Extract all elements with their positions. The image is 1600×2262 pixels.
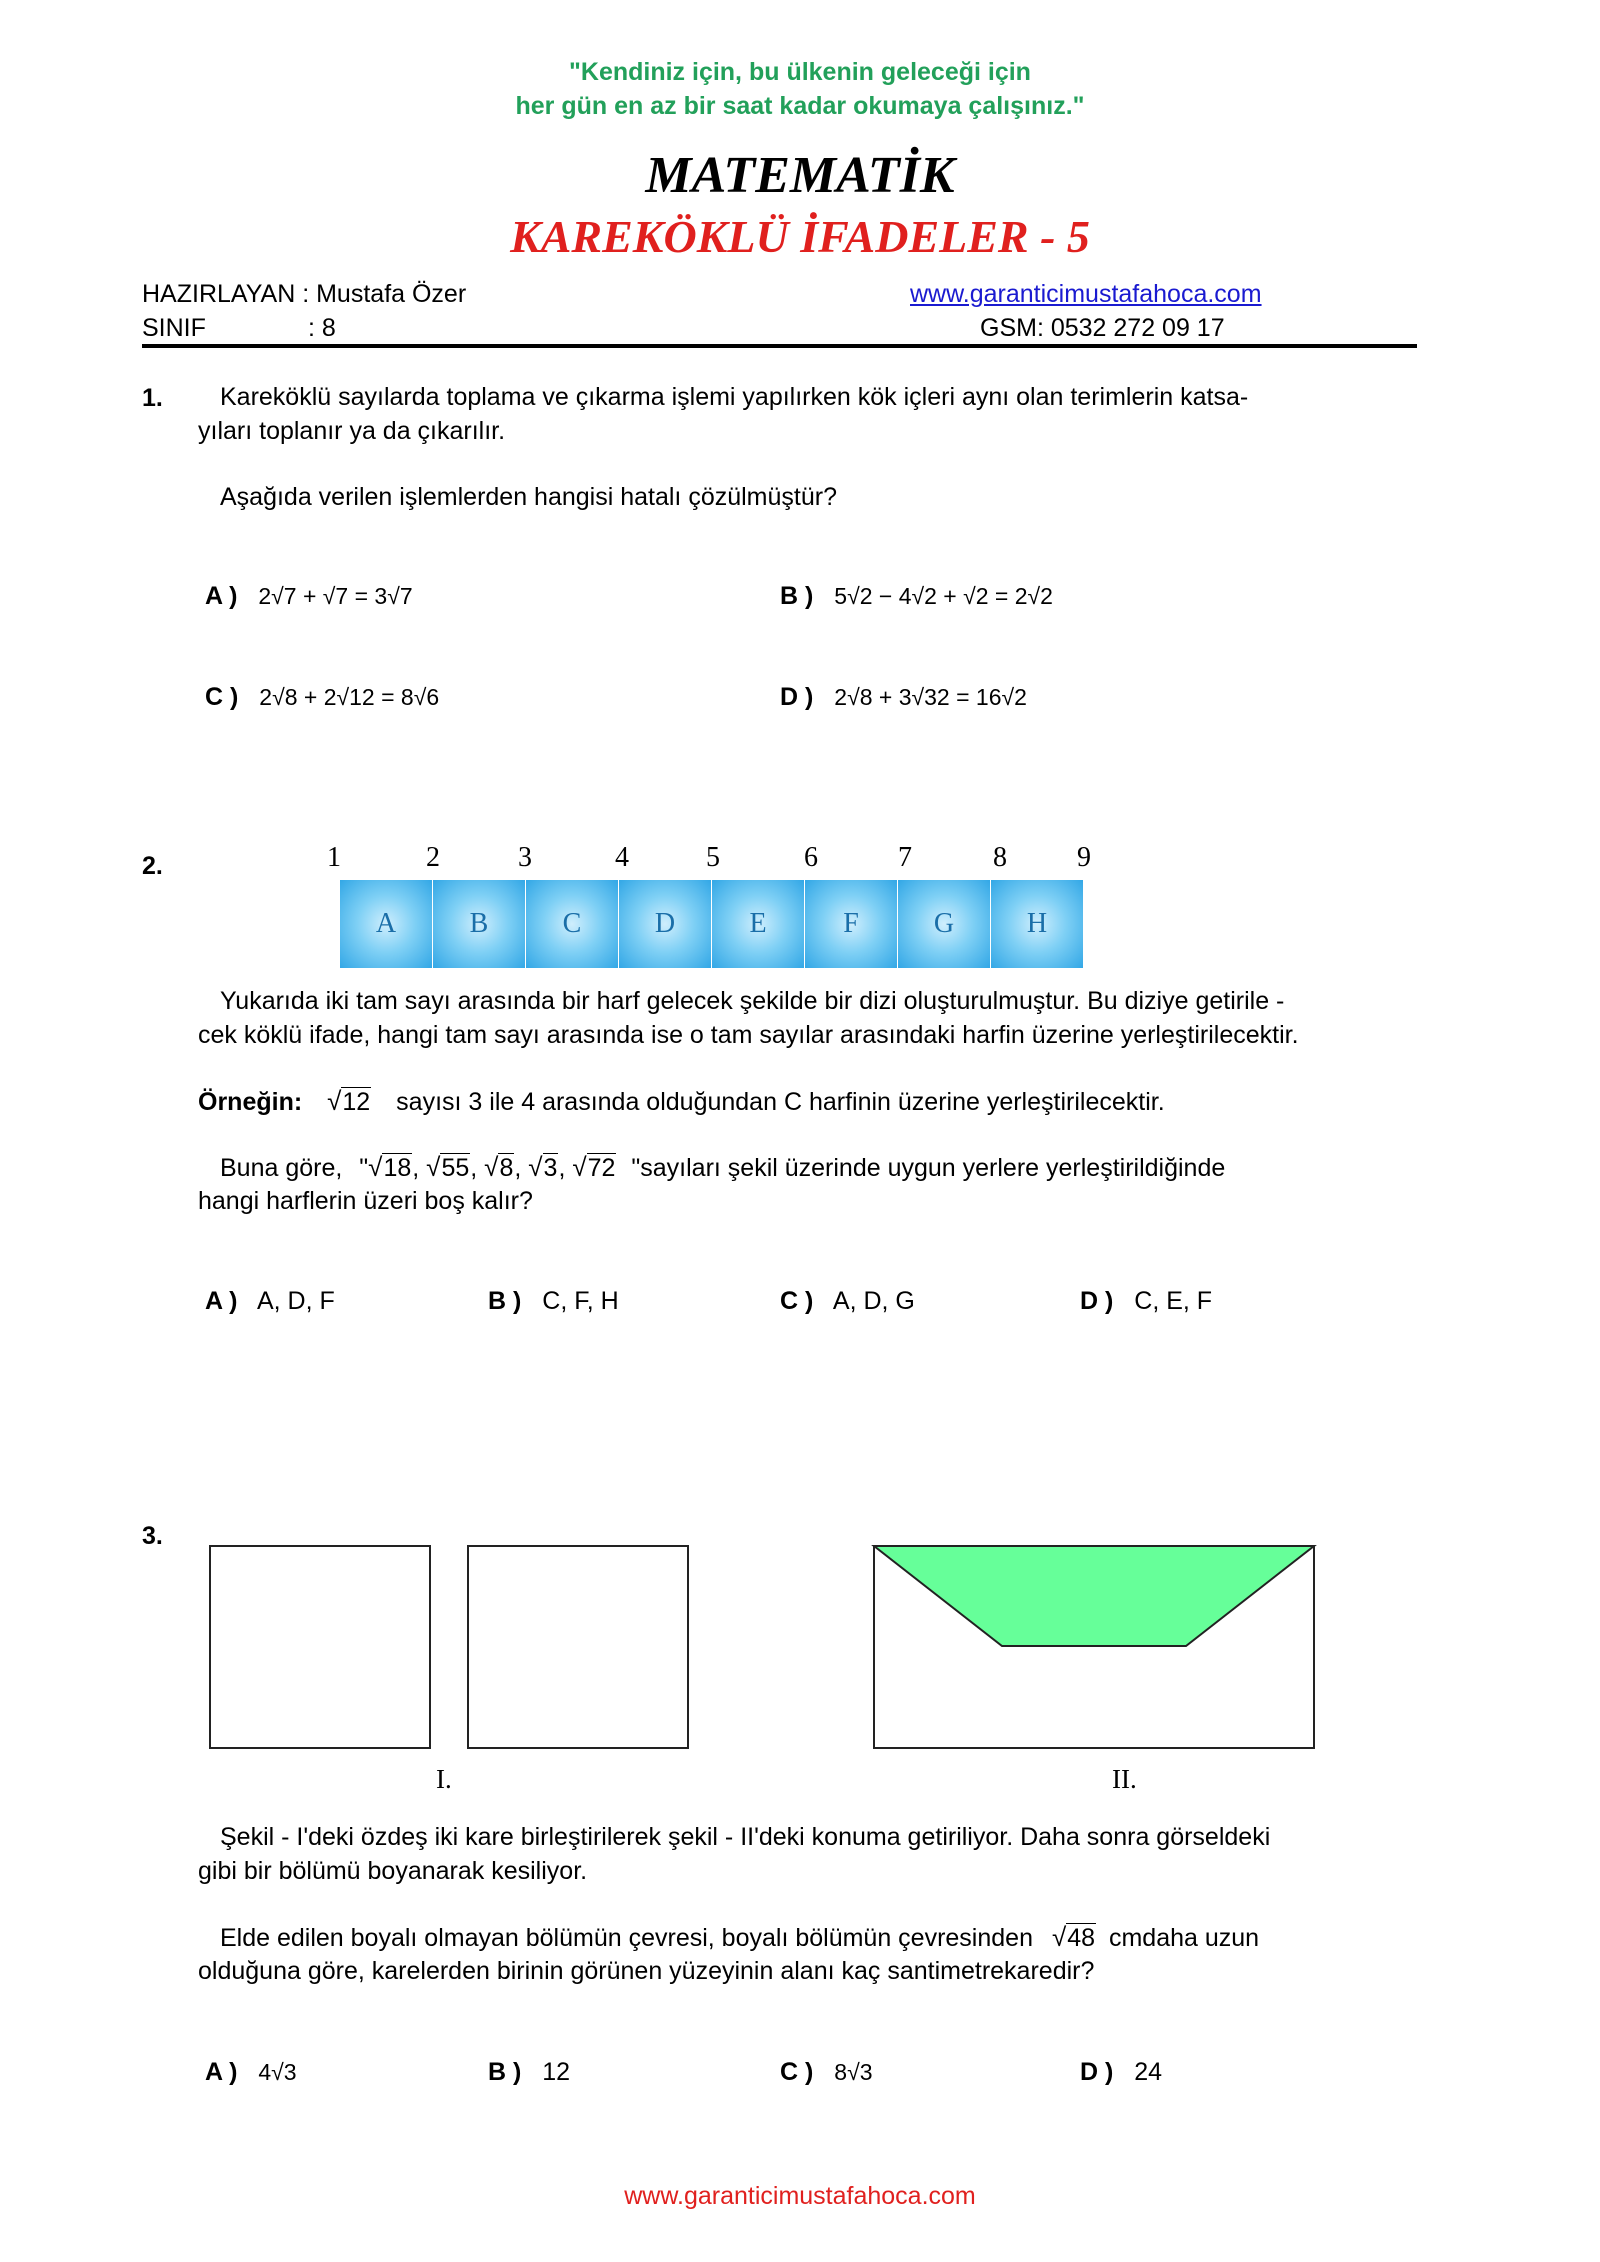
- q2-example-root: √12: [327, 1086, 371, 1116]
- q2-given: Buna göre, "√18, √55, √8, √3, √72 "sayıları şekil üzerinde uygun yerlere yerleştirildiğinde: [220, 1152, 1226, 1182]
- q1-option-d-label: D ): [780, 683, 814, 711]
- q2-option-c-value: A, D, G: [832, 1287, 915, 1315]
- q3-number: 3.: [142, 1522, 163, 1550]
- q2-root-2: 55: [441, 1154, 470, 1182]
- q2-option-a-label: A ): [205, 1287, 238, 1315]
- q3-root: √48: [1051, 1922, 1096, 1952]
- class-label: SINIF: [142, 314, 206, 342]
- strip-cell-g: G: [898, 880, 990, 968]
- q1-text-line2: yıları toplanır ya da çıkarılır.: [198, 417, 506, 445]
- q2-root-1: 18: [383, 1154, 412, 1182]
- q2-option-b-label: B ): [488, 1287, 522, 1315]
- strip-cell-c: C: [526, 880, 618, 968]
- figure-2-label: II.: [1112, 1764, 1137, 1794]
- q2-option-d-value: C, E, F: [1134, 1287, 1213, 1315]
- q2-given-prefix: Buna göre,: [220, 1154, 343, 1182]
- q1-option-d-value: 2√8 + 3√32 = 16√2: [834, 684, 1027, 710]
- q3-option-b[interactable]: [488, 2058, 570, 2087]
- strip-number-6: 6: [804, 842, 818, 873]
- q3-text-line4: olduğuna göre, karelerden birinin görünen yüzeyinin alanı kaç santimetrekaredir?: [198, 1957, 1095, 1985]
- q3-option-c-label: C ): [780, 2058, 814, 2086]
- q1-option-c-value: 2√8 + 2√12 = 8√6: [259, 684, 440, 710]
- class-value: : 8: [308, 314, 336, 342]
- q2-text-line1: Yukarıda iki tam sayı arasında bir harf gelecek şekilde bir dizi oluşturulmuştur. Bu diziye getirile -: [220, 987, 1285, 1015]
- q3-option-b-value: 12: [542, 2058, 571, 2086]
- q3-text-line1: Şekil - I'deki özdeş iki kare birleştirilerek şekil - II'deki konuma getiriliyor. Daha sonra görseldeki: [220, 1823, 1271, 1851]
- strip-number-7: 7: [898, 842, 912, 873]
- strip-number-5: 5: [706, 842, 720, 873]
- q2-text-line2: cek köklü ifade, hangi tam sayı arasında ise o tam sayılar arasındaki harfin üzerine yerleştirilecektir.: [198, 1021, 1299, 1049]
- q2-option-d-label: D ): [1080, 1287, 1114, 1315]
- q3-text-line2: gibi bir bölümü boyanarak kesiliyor.: [198, 1857, 588, 1885]
- strip-number-2: 2: [426, 842, 440, 873]
- q3-option-a-value: 4√3: [258, 2059, 297, 2085]
- strip-number-4: 4: [615, 842, 629, 873]
- footer-website[interactable]: www.garanticimustafahoca.com: [624, 2182, 976, 2210]
- q1-option-b-label: B ): [780, 582, 814, 610]
- strip-cell-a: A: [340, 880, 432, 968]
- strip-cell-e: E: [712, 880, 804, 968]
- strip-cell-h: H: [991, 880, 1083, 968]
- q3-text-line3-prefix: Elde edilen boyalı olmayan bölümün çevresi, boyalı bölümün çevresinden: [220, 1924, 1033, 1952]
- strip-cell-d: D: [619, 880, 711, 968]
- q3-option-a[interactable]: [205, 2058, 297, 2087]
- q1-option-a-value: 2√7 + √7 = 3√7: [258, 583, 413, 609]
- q1-number: 1.: [142, 384, 163, 412]
- q2-example-text: sayısı 3 ile 4 arasında olduğundan C harfinin üzerine yerleştirilecektir.: [396, 1088, 1165, 1116]
- page-subtitle: KAREKÖKLÜ İFADELER - 5: [510, 211, 1090, 262]
- q1-option-c-label: C ): [205, 683, 239, 711]
- q2-option-c-label: C ): [780, 1287, 814, 1315]
- strip-number-9: 9: [1077, 842, 1091, 873]
- q2-given-line2: hangi harflerin üzeri boş kalır?: [198, 1187, 533, 1215]
- square-1: [210, 1546, 430, 1748]
- q3-option-c-value: 8√3: [834, 2059, 873, 2085]
- q3-option-b-label: B ): [488, 2058, 522, 2086]
- author-label: HAZIRLAYAN : Mustafa Özer: [142, 280, 467, 308]
- q2-root-5: 72: [587, 1154, 616, 1182]
- q1-question: Aşağıda verilen işlemlerden hangisi hatalı çözülmüştür?: [220, 483, 837, 511]
- page-title: MATEMATİK: [645, 147, 955, 204]
- quote-line-1: "Kendiniz için, bu ülkenin geleceği için: [569, 58, 1031, 86]
- strip-cell-f: F: [805, 880, 897, 968]
- q1-text-line1: Kareköklü sayılarda toplama ve çıkarma işlemi yapılırken kök içleri aynı olan terimlerin katsa-: [220, 383, 1249, 411]
- quote-line-2: her gün en az bir saat kadar okumaya çalışınız.": [515, 92, 1085, 120]
- strip-number-3: 3: [518, 842, 532, 873]
- q3-option-a-label: A ): [205, 2058, 238, 2086]
- q2-root-4: 3: [543, 1154, 558, 1182]
- square-2: [468, 1546, 688, 1748]
- q1-option-a-label: A ): [205, 582, 238, 610]
- q3-option-c[interactable]: [780, 2058, 873, 2087]
- q2-option-b-value: C, F, H: [542, 1287, 619, 1315]
- website-link[interactable]: www.garanticimustafahoca.com: [910, 280, 1262, 308]
- q3-option-d-label: D ): [1080, 2058, 1114, 2086]
- strip-cell-b: B: [433, 880, 525, 968]
- q1-option-b-value: 5√2 − 4√2 + √2 = 2√2: [834, 583, 1053, 609]
- q2-root-3: 8: [499, 1154, 514, 1182]
- strip-number-1: 1: [327, 842, 341, 873]
- q3-option-d[interactable]: [1080, 2058, 1162, 2087]
- figure-1-label: I.: [436, 1764, 452, 1794]
- q3-option-d-value: 24: [1134, 2058, 1163, 2086]
- q3-text-line3: [220, 1920, 1259, 1955]
- strip-number-8: 8: [993, 842, 1007, 873]
- phone-number: GSM: 0532 272 09 17: [980, 314, 1225, 342]
- q2-example-label: Örneğin:: [198, 1088, 303, 1116]
- q2-number: 2.: [142, 852, 163, 880]
- q2-option-a-value: A, D, F: [256, 1287, 335, 1315]
- shaded-region: [874, 1546, 1314, 1646]
- q2-given-suffix: "sayıları şekil üzerinde uygun yerlere yerleştirildiğinde: [631, 1154, 1226, 1182]
- q3-text-line3-suffix: cmdaha uzun: [1108, 1924, 1260, 1952]
